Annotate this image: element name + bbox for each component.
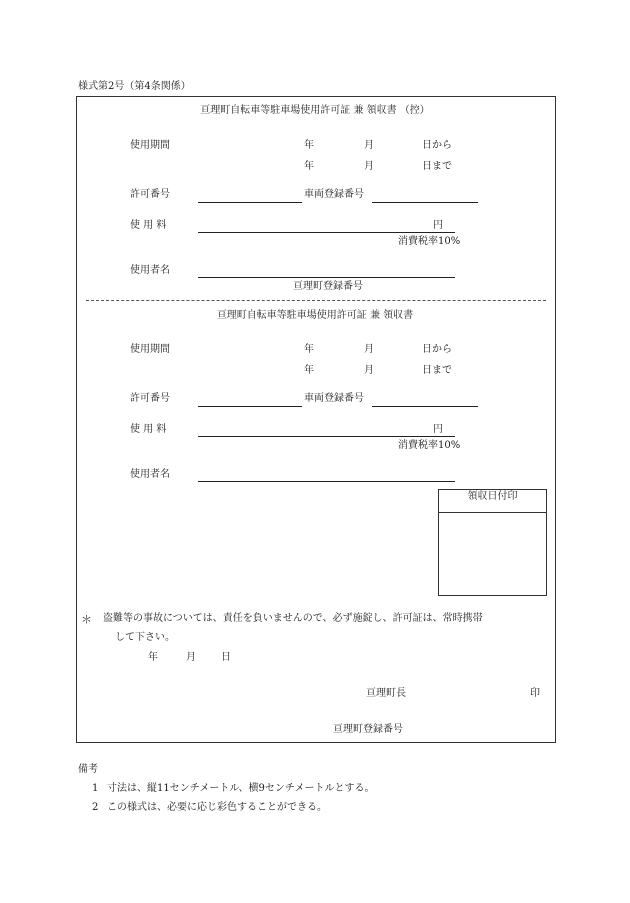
remark-2-number: 2 bbox=[92, 802, 99, 813]
notice-line-1: 盗難等の事故については、責任を負いませんので、必ず施錠し、許可証は、常時携帯 bbox=[103, 613, 483, 624]
issue-year: 年 bbox=[148, 652, 158, 663]
main-yen: 円 bbox=[433, 424, 443, 435]
copy-from-month: 月 bbox=[364, 140, 374, 151]
remark-2-text: この様式は、必要に応じ彩色することができる。 bbox=[107, 802, 327, 813]
town-registration-number: 亘理町登録番号 bbox=[333, 724, 403, 735]
main-tax-rate: 消費税率10% bbox=[398, 440, 461, 451]
copy-from-year: 年 bbox=[304, 140, 314, 151]
main-section-title: 亘理町自転車等駐車場使用許可証 兼 領収書 bbox=[216, 310, 414, 321]
issue-day: 日 bbox=[221, 652, 231, 663]
cut-line bbox=[86, 300, 546, 301]
receipt-date-stamp-box bbox=[438, 489, 547, 596]
copy-tax-rate: 消費税率10% bbox=[398, 236, 461, 247]
copy-vehicle-reg-field[interactable] bbox=[372, 202, 478, 203]
main-from-year: 年 bbox=[304, 344, 314, 355]
main-to-day: 日まで bbox=[422, 365, 452, 376]
main-from-month: 月 bbox=[364, 344, 374, 355]
copy-fee-label: 使 用 料 bbox=[130, 220, 167, 231]
copy-vehicle-reg-label: 車両登録番号 bbox=[304, 189, 364, 200]
main-vehicle-reg-label: 車両登録番号 bbox=[304, 393, 364, 404]
main-fee-label: 使 用 料 bbox=[130, 424, 167, 435]
form-number-note: 様式第2号（第4条関係） bbox=[78, 81, 191, 92]
main-permit-no-label: 許可番号 bbox=[130, 393, 170, 404]
main-fee-field[interactable] bbox=[198, 436, 455, 437]
notice-line-2: して下さい。 bbox=[115, 632, 175, 643]
main-user-field[interactable] bbox=[198, 481, 455, 482]
main-period-label: 使用期間 bbox=[130, 344, 170, 355]
copy-permit-no-field[interactable] bbox=[198, 202, 302, 203]
remark-1-text: 寸法は、縦11センチメートル、横9センチメートルとする。 bbox=[107, 783, 375, 794]
remark-1-number: 1 bbox=[92, 783, 99, 794]
seal-mark: 印 bbox=[530, 688, 540, 699]
copy-section-title: 亘理町自転車等駐車場使用許可証 兼 領収書 （控） bbox=[200, 105, 430, 116]
receipt-date-stamp-title: 領収日付印 bbox=[439, 490, 546, 513]
copy-from-day: 日から bbox=[422, 140, 452, 151]
copy-reg-no: 亘理町登録番号 bbox=[293, 281, 363, 292]
mayor-title: 亘理町長 bbox=[366, 688, 406, 699]
copy-to-month: 月 bbox=[364, 161, 374, 172]
main-user-label: 使用者名 bbox=[130, 469, 170, 480]
main-permit-no-field[interactable] bbox=[198, 406, 302, 407]
copy-to-year: 年 bbox=[304, 161, 314, 172]
main-to-year: 年 bbox=[304, 365, 314, 376]
copy-user-label: 使用者名 bbox=[130, 265, 170, 276]
main-from-day: 日から bbox=[422, 344, 452, 355]
copy-yen: 円 bbox=[433, 220, 443, 231]
issue-month: 月 bbox=[186, 652, 196, 663]
notice-asterisk: ＊ bbox=[81, 613, 92, 626]
copy-period-label: 使用期間 bbox=[130, 140, 170, 151]
copy-to-day: 日まで bbox=[422, 161, 452, 172]
main-vehicle-reg-field[interactable] bbox=[372, 406, 478, 407]
copy-user-field[interactable] bbox=[198, 277, 455, 278]
remarks-title: 備考 bbox=[78, 764, 98, 775]
copy-fee-field[interactable] bbox=[198, 232, 455, 233]
main-to-month: 月 bbox=[364, 365, 374, 376]
copy-permit-no-label: 許可番号 bbox=[130, 189, 170, 200]
